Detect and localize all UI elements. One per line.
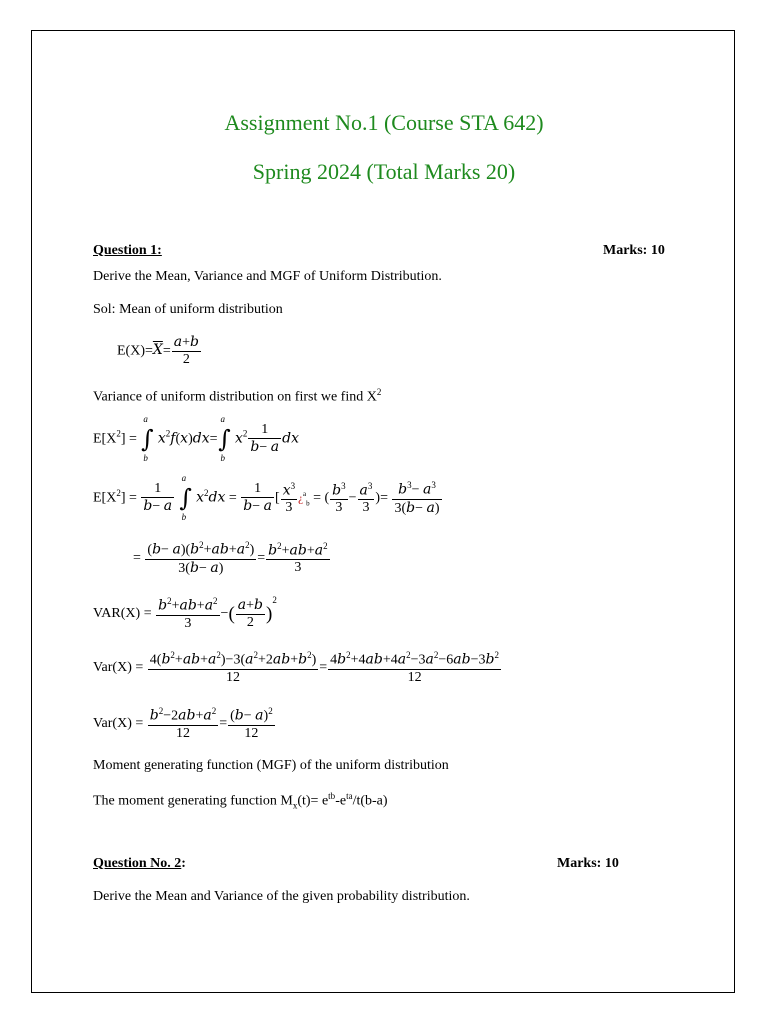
question-1-prompt: Derive the Mean, Variance and MGF of Uniform Distribution. xyxy=(93,269,442,284)
mean-equation: $E(X)=\overline{X}=$ $\frac{a+b}{2}$ xyxy=(117,334,199,368)
mgf-heading: Moment generating function (MGF) of the uniform distribution xyxy=(93,758,449,773)
variance-equation-final: Var(X) = $\frac{b^2-2ab+a^2}{12}$ = $\frac{(b- a)^2}{12}$ xyxy=(93,706,273,741)
mgf-text: The moment generating function $M_x(t)= e^{tb}-e^{ta}/t(b-a)$ xyxy=(93,791,388,811)
mean-lhs: E(X)= xyxy=(117,343,153,359)
variance-equation-1: VAR(X) = $\frac{b^2+ab+a^2}{3}$ −( $\frac{a+b}{2}$ )$^2$ xyxy=(93,595,277,631)
variance-equation-2: Var(X) = $\frac{4(b^2+ab+a^2)-3(a^2+2ab+b^2)}{12}$ = $\frac{4b^2+4ab+4a^2-3a^2-6ab-3b^2}{12}$ xyxy=(93,650,499,685)
question-2-heading: Question No. 2: xyxy=(93,856,186,871)
assignment-title: Assignment No.1 (Course STA 642) xyxy=(224,110,544,135)
second-moment-simplified: = $\frac{(b- a)(b^2+ab+a^2)}{3(b- a)}$ = $\frac{b^2+ab+a^2}{3}$ xyxy=(133,540,328,576)
solution-intro: Sol: Mean of uniform distribution xyxy=(93,302,283,317)
second-moment-integral-equation: $E[X^2]$ = $\frac{1}{b- a}$ a ∫ b $x^2dx$ = $\frac{1}{b- a}$ [ $\frac{x^3}{3}$ ¿$^a_b$ = ( $\frac{b^3}{3}$ − $\frac{a^3}{3}$ )= $\frac{b^3- a^3}{3(b- a)}$ xyxy=(93,473,440,523)
question-1-heading: Question 1: xyxy=(93,243,162,258)
second-moment-equation: $E[X^2]$ = a ∫ b $x^2f(x)dx=$ a ∫ b $x^2$ $\frac{1}{b- a}$ dx xyxy=(93,414,299,464)
question-2-marks: Marks: 10 xyxy=(557,856,619,871)
assignment-subtitle: Spring 2024 (Total Marks 20) xyxy=(252,159,516,184)
question-1-marks: Marks: 10 xyxy=(603,243,665,258)
question-2-prompt: Derive the Mean and Variance of the given probability distribution. xyxy=(93,889,470,904)
variance-intro: Variance of uniform distribution on first we find $X^2$ xyxy=(93,387,382,405)
